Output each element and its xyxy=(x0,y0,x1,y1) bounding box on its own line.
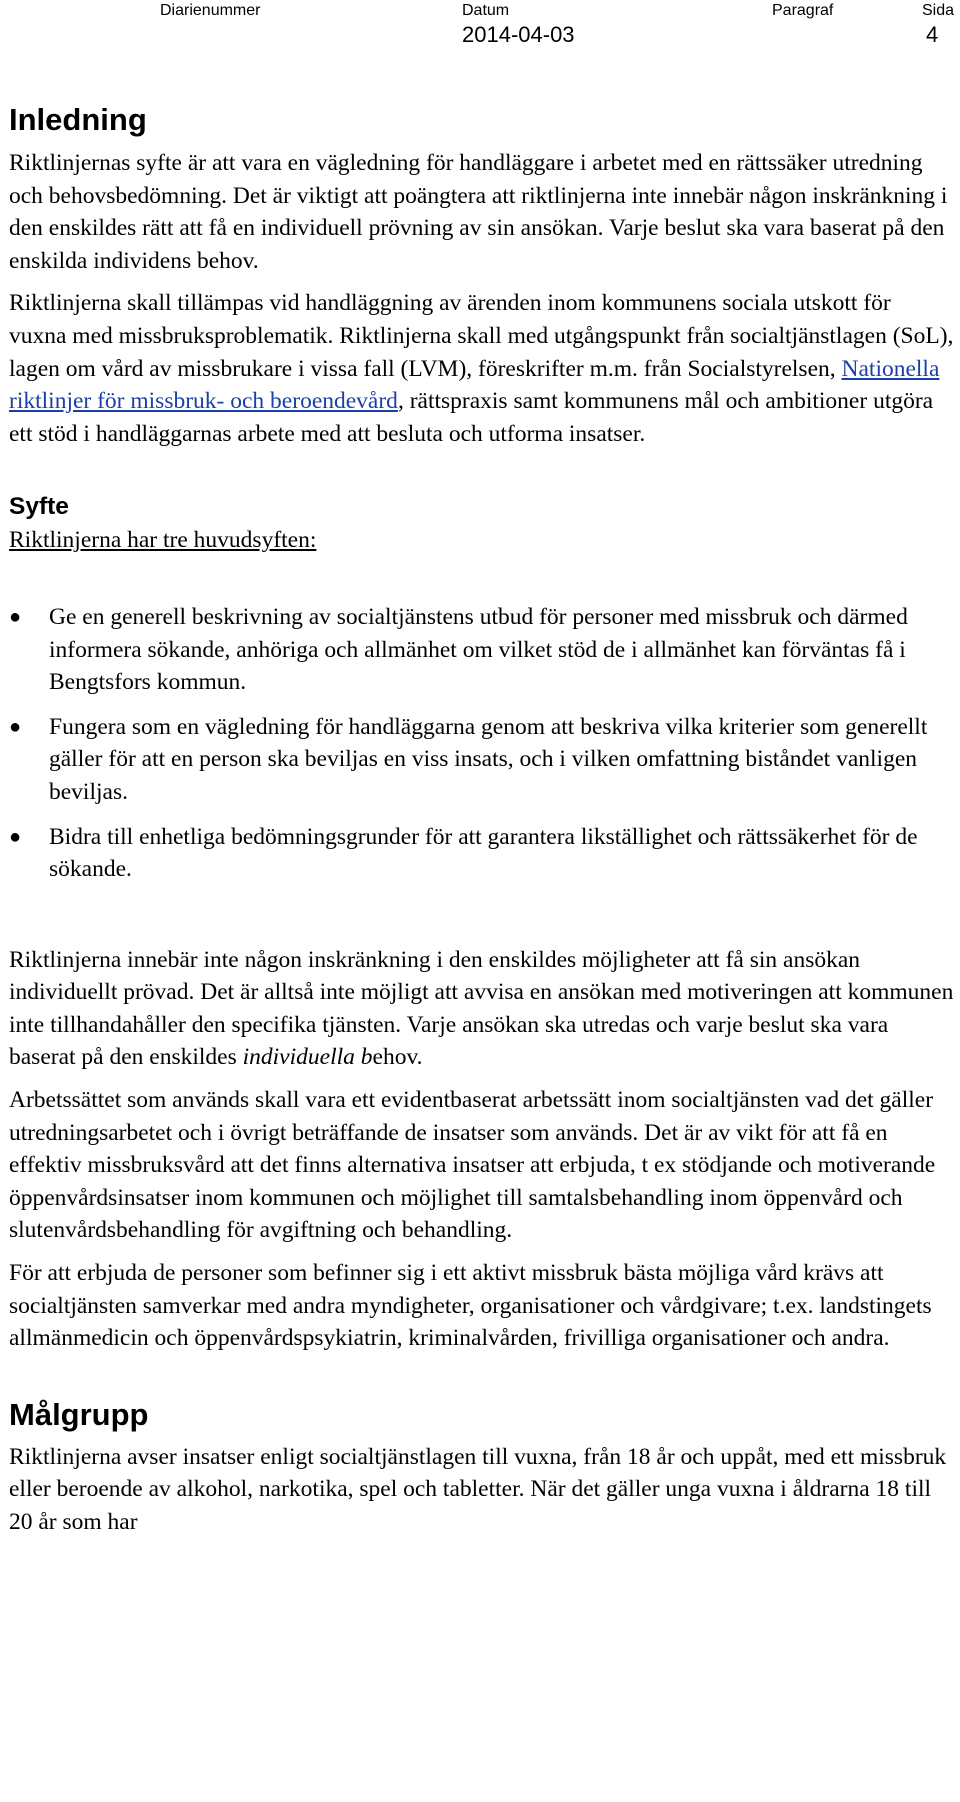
bullet-icon: ● xyxy=(9,605,22,628)
bullet-text: Bidra till enhetliga bedömningsgrunder för att garantera likställighet och rättssäkerhet för de sökande. xyxy=(49,823,918,883)
nationella-riktlinjer-link[interactable]: Nationella riktlinjer för missbruk- och beroendevård xyxy=(9,355,940,415)
syfte-paragraph-3: För att erbjuda de personer som befinner sig i ett aktivt missbruk bästa möjliga vård krävs att socialtjänsten samverkar med andra myndigheter, organisationer och vårdgivare; t.ex. landstingets allmänmedicin och öppenvårdspsykiatrin, kriminalvården, frivilliga organisationer och andra. xyxy=(9,1260,932,1352)
syfte-intro: Riktlinjerna har tre huvudsyften: xyxy=(9,527,317,554)
syfte-bullet-list xyxy=(9,601,954,886)
bullet-text: Fungera som en vägledning för handläggarna genom att beskriva vilka kriterier som generellt gäller för att en person ska beviljas en viss insats, och i vilken omfattning biståndet vanligen beviljas. xyxy=(49,713,928,805)
syfte-paragraph-2: Arbetssättet som används skall vara ett evidentbaserat arbetssätt inom socialtjänsten vad det gäller utredningsarbetet och i övrigt beträffande de insatser som används. Det är av vikt för att få en effektiv missbruksvård att det finns alternativa insatser att erbjuda, t ex stödjande och motiverande öppenvårdsinsatser inom kommunen och möjlighet till samtalsbehandling inom öppenvård och slutenvårdsbehandling för avgiftning och behandling. xyxy=(9,1087,936,1244)
syfte-p1-text-a: Riktlinjerna innebär inte någon inskränkning i den enskildes möjligheter att få sin ansökan individuellt prövad. Det är alltså inte möjligt att avvisa en ansökan med motiveringen att kommunen inte tillhandahåller den specifika tjänsten. Varje ansökan ska utredas och varje beslut ska vara baserat på den enskildes xyxy=(9,946,954,1071)
bullet-icon: ● xyxy=(9,715,22,738)
bullet-text: Ge en generell beskrivning av socialtjänstens utbud för personer med missbruk och därmed informera sökande, anhöriga och allmänhet om vilket stöd de i allmänhet kan förväntas få i Bengtsfors kommun. xyxy=(49,603,908,696)
heading-inledning: Inledning xyxy=(9,102,147,137)
heading-syfte: Syfte xyxy=(9,493,69,521)
datum-value: 2014-04-03 xyxy=(462,22,575,47)
inledning-paragraph-2 xyxy=(9,287,954,450)
list-item xyxy=(9,821,954,886)
inledning-paragraph-1: Riktlinjernas syfte är att vara en vägledning för handläggare i arbetet med en rättssäker utredning och behovsbedömning. Det är viktigt att poängtera att riktlinjerna inte innebär någon inskränkning i den enskildes rätt att få en individuell prövning av sin ansökan. Varje beslut ska vara baserat på den enskilda individens behov. xyxy=(9,150,948,274)
bullet-icon: ● xyxy=(9,825,22,848)
syfte-p1-italic: individuella b xyxy=(242,1044,373,1071)
syfte-paragraph-1 xyxy=(9,944,954,1074)
diarienummer-label: Diarienummer xyxy=(160,2,261,19)
inledning-p2-text-a: Riktlinjerna skall tillämpas vid handläggning av ärenden inom kommunens sociala utskott för vuxna med missbruksproblematik. Riktlinjerna skall med utgångspunkt från socialtjänstlagen (SoL), lagen om vård av missbrukare i vissa fall (LVM), föreskrifter m.m. från Socialstyrelsen, xyxy=(9,290,954,382)
heading-malgrupp: Målgrupp xyxy=(9,1396,149,1432)
datum-label: Datum xyxy=(462,2,510,19)
syfte-p1-text-b: ehov. xyxy=(372,1044,423,1071)
page-header xyxy=(0,0,960,60)
list-item xyxy=(9,711,954,809)
document-body xyxy=(9,98,954,1539)
sida-label: Sida xyxy=(922,2,955,19)
paragraf-label: Paragraf xyxy=(772,2,834,19)
list-item xyxy=(9,601,954,699)
inledning-p2-text-b: , rättspraxis samt kommunens mål och ambitioner utgöra ett stöd i handläggarnas arbete med att besluta och utforma insatser. xyxy=(9,388,934,447)
sida-value: 4 xyxy=(926,22,939,47)
malgrupp-paragraph-1: Riktlinjerna avser insatser enligt socialtjänstlagen till vuxna, från 18 år och uppåt, med ett missbruk eller beroende av alkohol, narkotika, spel och tabletter. När det gäller unga vuxna i åldrarna 18 till 20 år som har xyxy=(9,1443,947,1535)
